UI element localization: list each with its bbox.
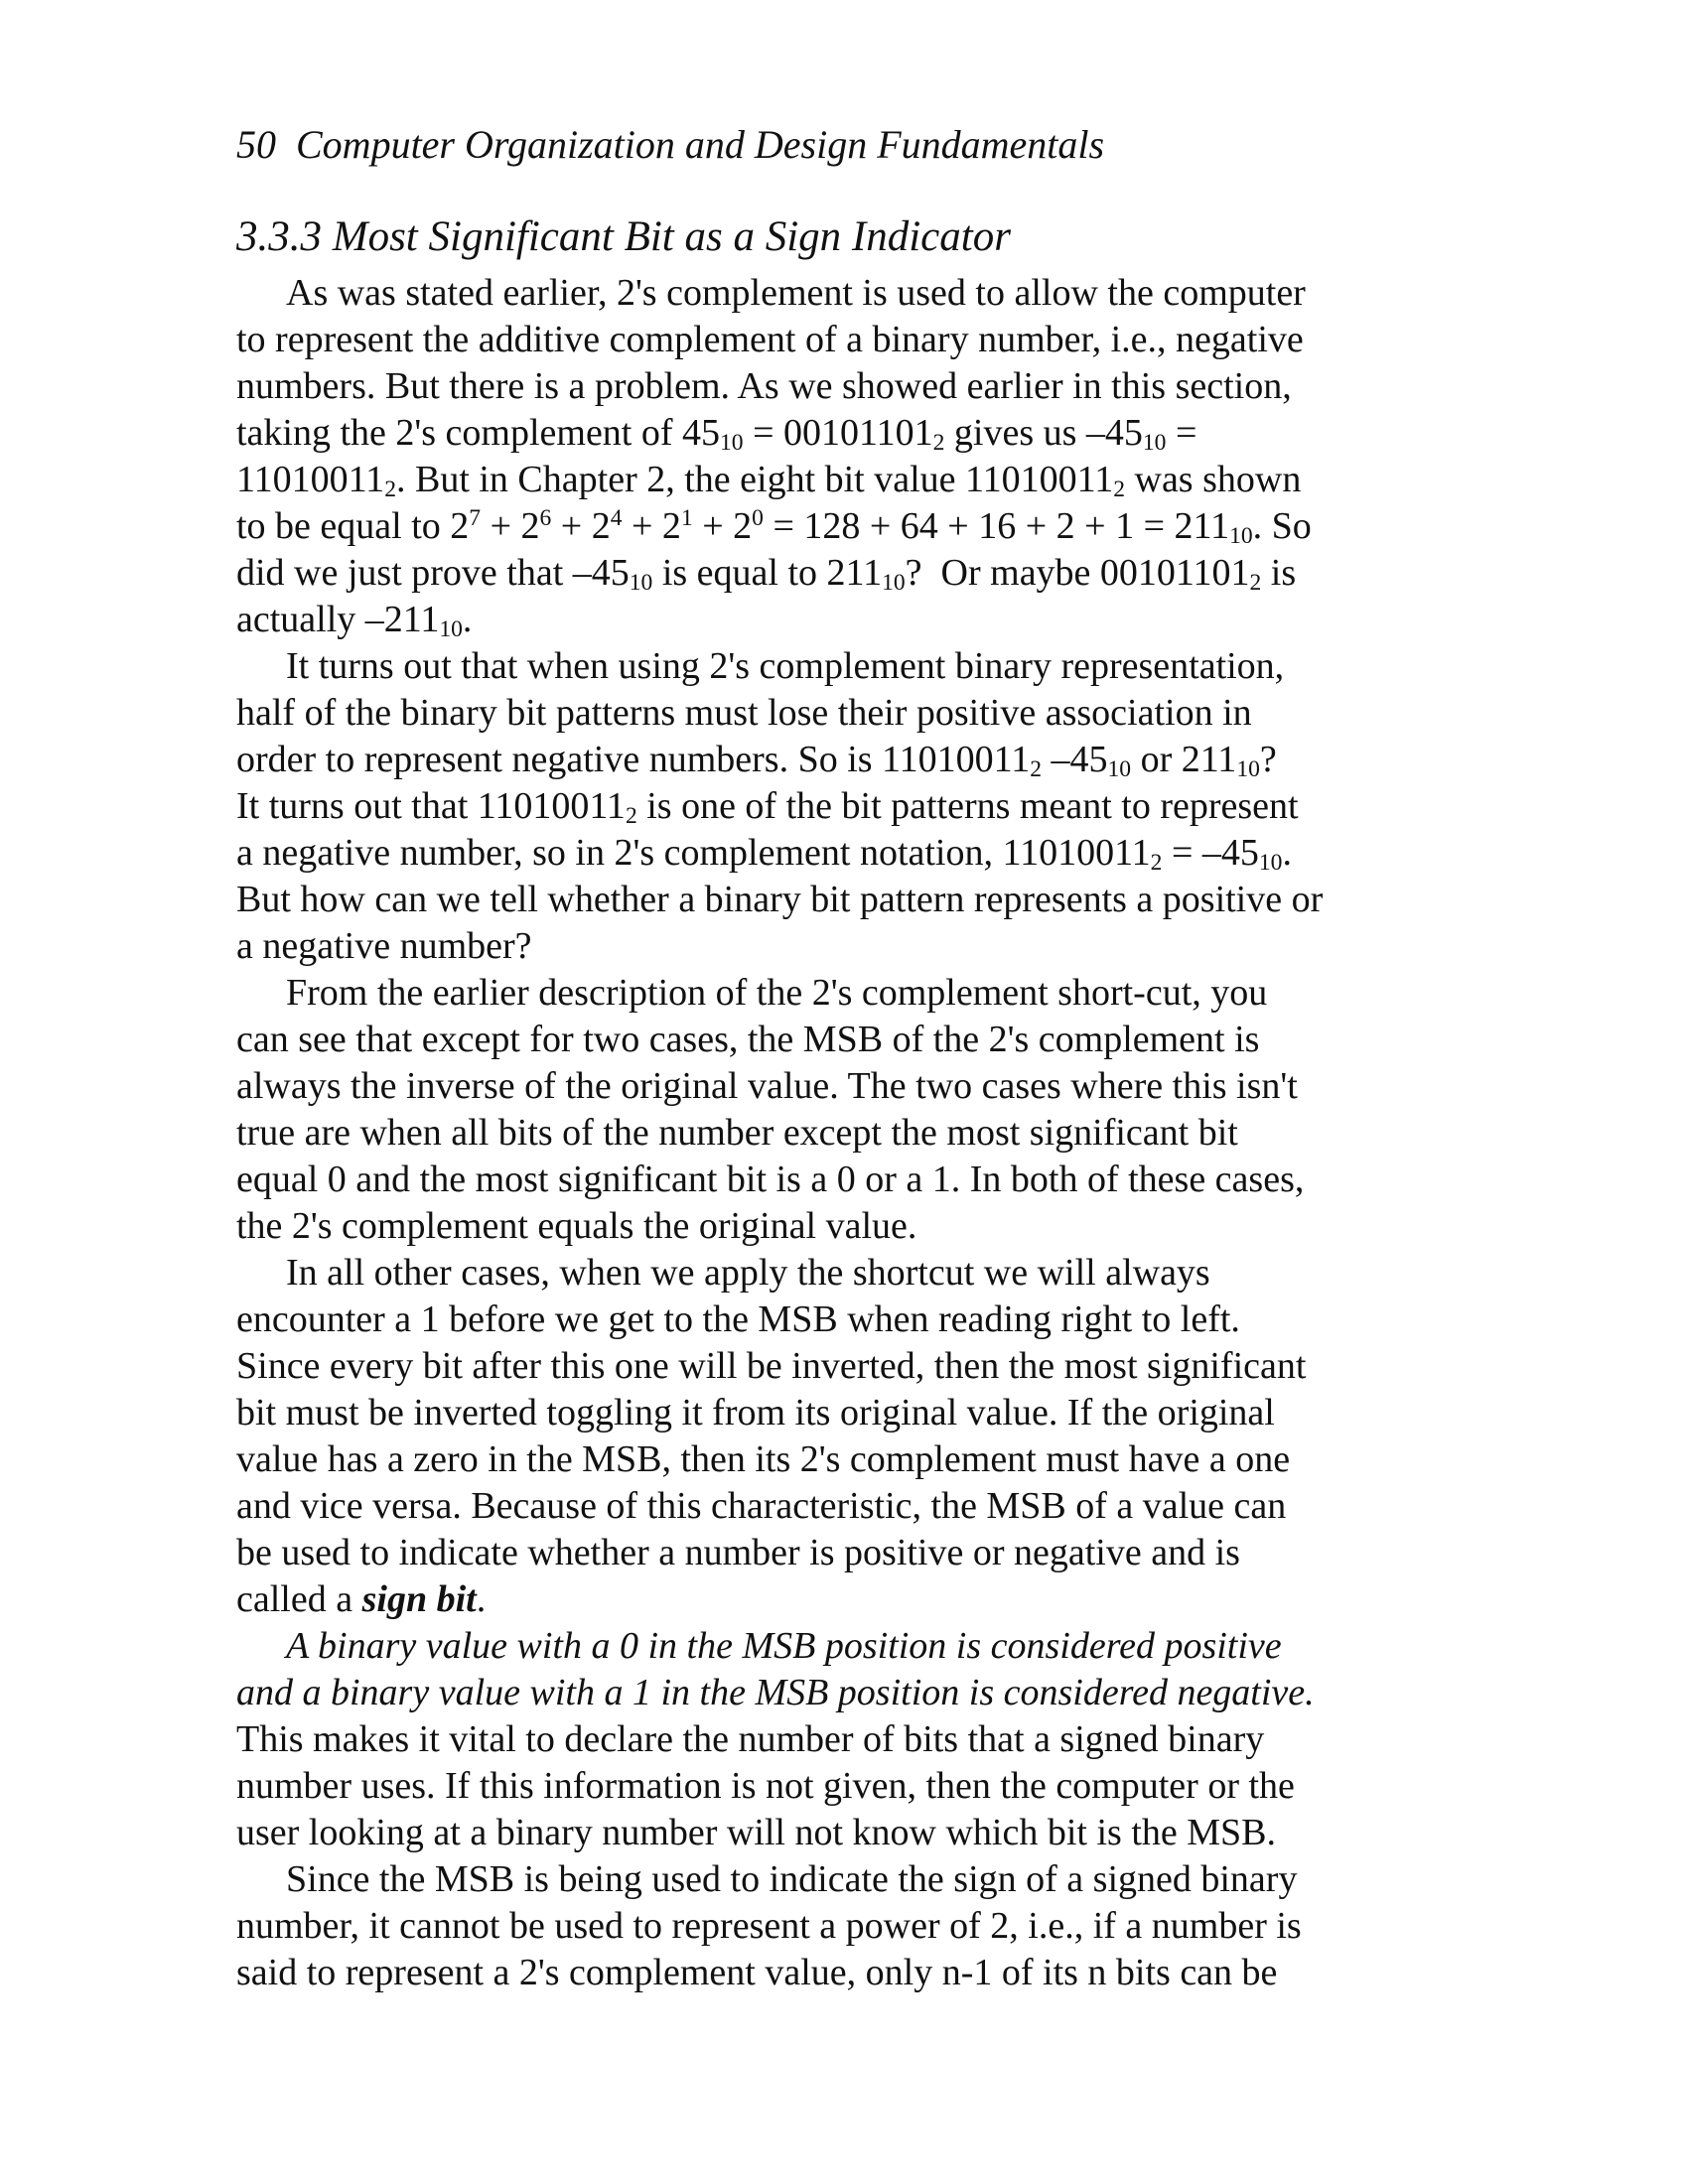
paragraph: [236, 643, 1408, 970]
text-run: .: [1282, 832, 1292, 874]
text-run: + 2: [551, 505, 611, 547]
text-line: Since the MSB is being used to indicate the sign of a signed binary: [286, 1858, 1298, 1900]
text-run: .: [476, 1578, 487, 1620]
text-line: number uses. If this information is not given, then the computer or the: [236, 1765, 1295, 1807]
text-run: = 128 + 64 + 16 + 2 + 1 = 211: [763, 505, 1230, 547]
text-line: This makes it vital to declare the number of bits that a signed binary: [236, 1718, 1265, 1760]
text-run: .: [462, 599, 473, 640]
text-line: and vice versa. Because of this characteristic, the MSB of a value can: [236, 1485, 1287, 1527]
text-line: true are when all bits of the number except the most significant bit: [236, 1112, 1238, 1154]
subscript: 10: [439, 616, 463, 643]
paragraph: [236, 1623, 1408, 1856]
subscript: 10: [720, 430, 744, 457]
text-run: is equal to 211: [652, 552, 883, 594]
subscript: 2: [1030, 756, 1043, 783]
text-run: to be equal to 2: [236, 505, 470, 547]
text-run: actually –211: [236, 599, 440, 640]
text-run: gives us –45: [944, 412, 1143, 454]
text-run: . So: [1252, 505, 1312, 547]
text-run: called a: [236, 1578, 362, 1620]
emphasis-line: and a binary value with a 1 in the MSB position is considered negative.: [236, 1672, 1315, 1713]
text-line: [236, 1576, 1408, 1623]
text-line: From the earlier description of the 2's complement short-cut, you: [286, 972, 1268, 1014]
text-line: encounter a 1 before we get to the MSB when reading right to left.: [236, 1298, 1240, 1340]
subscript: 2: [932, 430, 945, 457]
text-run: + 2: [481, 505, 540, 547]
subscript: 2: [1113, 477, 1125, 503]
subscript: 2: [384, 477, 396, 503]
section-heading: 3.3.3 Most Significant Bit as a Sign Indicator: [236, 213, 1011, 260]
text-line: always the inverse of the original value. The two cases where this isn't: [236, 1065, 1298, 1107]
text-run: ? Or maybe 00101101: [905, 552, 1250, 594]
subscript: 2: [625, 803, 637, 830]
text-run: is: [1261, 552, 1297, 594]
text-run: 11010011: [236, 459, 385, 500]
text-run: + 2: [692, 505, 753, 547]
subscript: 10: [629, 570, 653, 597]
text-line: But how can we tell whether a binary bit pattern represents a positive or: [236, 879, 1324, 920]
text-line: the 2's complement equals the original value.: [236, 1205, 917, 1247]
text-line: numbers. But there is a problem. As we showed earlier in this section,: [236, 365, 1292, 407]
subscript: 10: [1107, 756, 1132, 783]
text-line: said to represent a 2's complement value, only n-1 of its n bits can be: [236, 1952, 1278, 1993]
text-run: =: [1166, 412, 1197, 454]
text-run: taking the 2's complement of 45: [236, 412, 721, 454]
text-line: Since every bit after this one will be inverted, then the most significant: [236, 1345, 1307, 1387]
book-title: Computer Organization and Design Fundamentals: [296, 122, 1105, 167]
text-line: half of the binary bit patterns must lose their positive association in: [236, 692, 1252, 734]
text-run: = –45: [1162, 832, 1259, 874]
subscript: 10: [1142, 430, 1167, 457]
superscript: 7: [469, 505, 482, 532]
paragraph: [236, 270, 1408, 643]
body-text: [236, 270, 1408, 1996]
subscript: 10: [882, 570, 906, 597]
text-line: [236, 830, 1408, 877]
text-line: As was stated earlier, 2's complement is used to allow the computer: [286, 272, 1306, 314]
text-line: [236, 597, 1408, 643]
text-line: can see that except for two cases, the MSB of the 2's complement is: [236, 1019, 1260, 1060]
text-line: bit must be inverted toggling it from its original value. If the original: [236, 1392, 1275, 1433]
subscript: 2: [1249, 570, 1262, 597]
subscript: 10: [1229, 523, 1253, 550]
text-run: = 00101101: [743, 412, 933, 454]
text-line: to represent the additive complement of a binary number, i.e., negative: [236, 319, 1304, 360]
sign-bit-term: sign bit: [361, 1578, 477, 1620]
text-run: or 211: [1131, 739, 1237, 780]
emphasis-line: A binary value with a 0 in the MSB position is considered positive: [286, 1625, 1282, 1667]
subscript: 10: [1258, 850, 1283, 877]
subscript: 10: [1236, 756, 1260, 783]
text-line: value has a zero in the MSB, then its 2's complement must have a one: [236, 1438, 1291, 1480]
text-run: order to represent negative numbers. So is 11010011: [236, 739, 1031, 780]
superscript: 4: [610, 505, 623, 532]
text-run: . But in Chapter 2, the eight bit value 11010011: [395, 459, 1114, 500]
superscript: 0: [752, 505, 764, 532]
text-line: user looking at a binary number will not know which bit is the MSB.: [236, 1812, 1277, 1853]
text-run: was shown: [1125, 459, 1302, 500]
running-head: [236, 117, 1408, 173]
paragraph: [236, 1250, 1408, 1623]
text-run: is one of the bit patterns meant to represent: [636, 785, 1299, 827]
text-line: number, it cannot be used to represent a power of 2, i.e., if a number is: [236, 1905, 1302, 1947]
paragraph: [236, 970, 1408, 1250]
subscript: 2: [1150, 850, 1163, 877]
page-number: 50: [236, 122, 276, 167]
book-page: [236, 117, 1408, 1996]
superscript: 6: [539, 505, 552, 532]
text-line: be used to indicate whether a number is positive or negative and is: [236, 1532, 1240, 1573]
text-run: It turns out that 11010011: [236, 785, 626, 827]
paragraph: [236, 1856, 1408, 1996]
text-line: [236, 503, 1408, 550]
text-line: In all other cases, when we apply the shortcut we will always: [286, 1252, 1210, 1294]
text-run: –45: [1042, 739, 1108, 780]
text-line: a negative number?: [236, 925, 532, 967]
text-line: [236, 550, 1408, 597]
text-run: a negative number, so in 2's complement notation, 11010011: [236, 832, 1151, 874]
text-run: ?: [1259, 739, 1277, 780]
text-line: [236, 783, 1408, 830]
text-line: [236, 410, 1408, 457]
text-line: [236, 737, 1408, 783]
superscript: 1: [680, 505, 693, 532]
text-line: [236, 457, 1408, 503]
text-line: equal 0 and the most significant bit is a 0 or a 1. In both of these cases,: [236, 1159, 1305, 1200]
text-line: It turns out that when using 2's complement binary representation,: [286, 645, 1285, 687]
text-run: did we just prove that –45: [236, 552, 630, 594]
text-run: + 2: [622, 505, 681, 547]
